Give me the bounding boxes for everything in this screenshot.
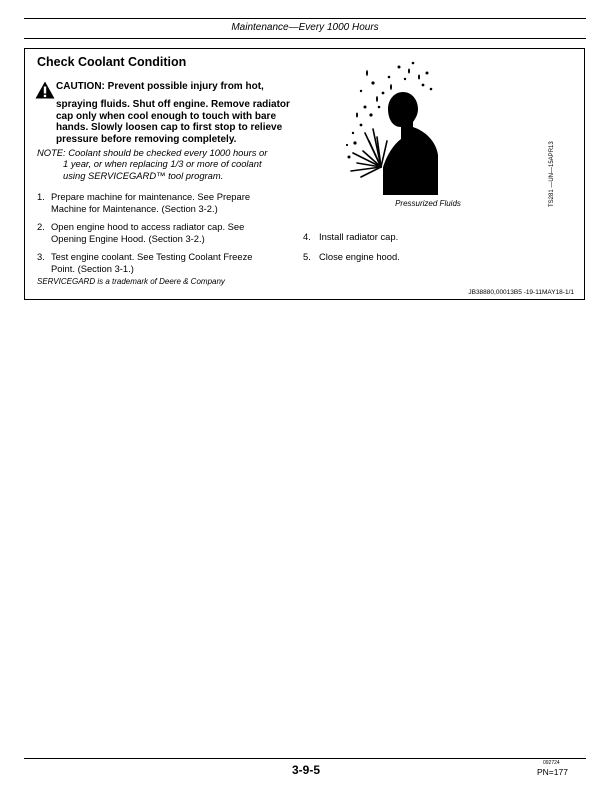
footer-rule	[24, 758, 586, 759]
note-block	[37, 147, 307, 181]
step-number: 4.	[303, 231, 311, 242]
step-text-line-2: Opening Engine Hood. (Section 3-2.)	[51, 232, 205, 244]
note-line-1: NOTE: Coolant should be checked every 1000 hours or	[37, 147, 268, 158]
list-item	[37, 191, 302, 214]
caution-line-4: hands. Slowly loosen cap to first stop to relieve	[56, 122, 283, 134]
caution-line-5: pressure before removing completely.	[56, 133, 237, 145]
figure-id	[549, 127, 563, 217]
page-number: 3-9-5	[291, 763, 320, 777]
caution-block	[35, 81, 305, 145]
caution-line-3: cap only when cool enough to touch with bare	[56, 110, 277, 122]
step-text: Close engine hood.	[319, 250, 400, 262]
step-text: Install radiator cap.	[319, 231, 399, 242]
figure-id-text: TS281 —UN—15APR13	[549, 141, 555, 207]
step-text-line-2: Machine for Maintenance. (Section 3-2.)	[51, 202, 218, 214]
header-bottom-rule	[24, 38, 586, 39]
steps-right-column	[303, 231, 563, 270]
figure-caption: Pressurized Fluids	[395, 199, 461, 208]
document-id: JB38880,00013B5 -19-11MAY18-1/1	[468, 289, 574, 296]
list-item	[303, 231, 563, 243]
note-line-2: 1 year, or when replacing 1/3 or more of coolant	[63, 158, 262, 170]
steps-left-column	[37, 191, 302, 281]
caution-line-1: CAUTION: Prevent possible injury from hot,	[56, 81, 264, 92]
note-line-3: using SERVICEGARD™ tool program.	[63, 169, 224, 181]
warning-triangle-icon	[35, 81, 55, 99]
section-check-coolant	[24, 48, 585, 300]
step-text-line-1: Prepare machine for maintenance. See Prepare	[51, 191, 251, 202]
caution-line-2: spraying fluids. Shut off engine. Remove radiator	[56, 99, 290, 110]
step-number: 5.	[303, 250, 311, 262]
list-item	[303, 251, 563, 263]
pressurized-fluid-spray-illustration	[343, 55, 438, 195]
footer-pn: PN=177	[537, 767, 568, 777]
step-number: 3.	[37, 251, 45, 262]
section-title: Check Coolant Condition	[37, 55, 187, 69]
page-header: Maintenance—Every 1000 Hours	[231, 22, 379, 33]
list-item	[37, 251, 302, 274]
header-top-rule	[24, 18, 586, 19]
trademark-notice: SERVICEGARD is a trademark of Deere & Company	[37, 277, 225, 286]
step-text-line-1: Open engine hood to access radiator cap. See	[51, 221, 245, 232]
step-number: 2.	[37, 221, 45, 232]
step-text-line-2: Point. (Section 3-1.)	[51, 262, 134, 274]
step-text-line-1: Test engine coolant. See Testing Coolant Freeze	[51, 251, 253, 262]
footer-code: 092724	[543, 760, 560, 766]
list-item	[37, 221, 302, 244]
step-number: 1.	[37, 191, 45, 202]
